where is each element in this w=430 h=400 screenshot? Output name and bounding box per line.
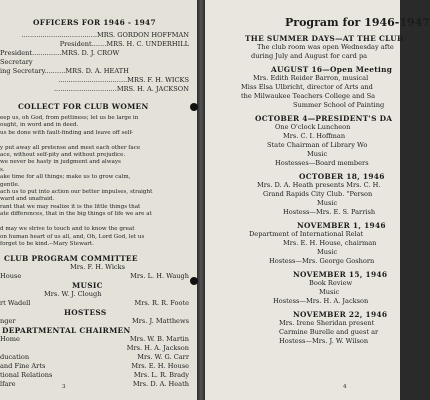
binding-hole bbox=[190, 103, 198, 111]
department-label: Home bbox=[0, 335, 20, 344]
event-line: the Milwaukee Teachers College and Sa bbox=[241, 92, 376, 100]
event-line: Mrs. Edith Reider Barron, musical bbox=[253, 74, 369, 82]
committee-chair: Mrs. F. H. Wicks bbox=[70, 263, 126, 272]
collect-line: forget to be kind.--Mary Stewart. bbox=[0, 240, 94, 247]
department-row bbox=[0, 380, 189, 389]
collect-line: ought, in word and in deed. bbox=[0, 122, 79, 129]
music-label: rt Wadell bbox=[0, 299, 31, 308]
event-line: Mrs. E. H. House, chairman bbox=[283, 239, 377, 247]
music-row bbox=[0, 299, 189, 308]
department-row bbox=[0, 362, 189, 371]
summer-line: during July and August for card pa bbox=[251, 52, 368, 60]
event-date: AUGUST 16—Open Meeting bbox=[271, 65, 393, 74]
department-label: lfare bbox=[0, 380, 16, 389]
officer-line: President.......MRS. H. C. UNDERHILL bbox=[59, 40, 189, 48]
officer-line: Secretary bbox=[0, 58, 33, 66]
collect-line: we never be hasty in judgment and always bbox=[0, 159, 121, 166]
event-line: Music bbox=[307, 150, 328, 158]
event-line: Music bbox=[317, 248, 338, 256]
committee-heading: CLUB PROGRAM COMMITTEE bbox=[4, 254, 138, 264]
collect-line: gentle. bbox=[0, 181, 20, 188]
collect-line: eep us, oh God, from pettiness; let us be large in bbox=[0, 115, 139, 121]
officer-line: President..............MRS. D. J. CROW bbox=[0, 49, 120, 57]
music-name: Mrs. R. R. Foote bbox=[134, 299, 189, 308]
department-row bbox=[0, 371, 189, 380]
department-name: Mrs. W. G. Carr bbox=[137, 353, 189, 362]
committee-house-row bbox=[0, 272, 189, 281]
book-gutter bbox=[197, 0, 205, 400]
department-label: tional Relations bbox=[0, 371, 53, 380]
event-line: One O'clock Luncheon bbox=[275, 123, 351, 131]
hostess-heading: HOSTESS bbox=[64, 308, 107, 318]
collect-line: ward and unafraid. bbox=[0, 196, 55, 203]
departmental-heading: DEPARTMENTAL CHAIRMEN bbox=[2, 326, 131, 336]
officer-line: .................................MRS. F. H. WICKS bbox=[58, 76, 189, 84]
collect-line: s. bbox=[0, 166, 5, 173]
event-date: NOVEMBER 1, 1946 bbox=[297, 221, 386, 230]
collect-text bbox=[0, 115, 189, 248]
department-row bbox=[0, 335, 189, 344]
department-name: Mrs. W. B. Martin bbox=[129, 335, 189, 344]
event-date: OCTOBER 4—PRESIDENT'S DA bbox=[255, 114, 393, 123]
collect-line: ach us to put into action our better impulses, straight bbox=[0, 189, 153, 196]
collect-line: on human heart of us all, and, Oh, Lord God, let us bbox=[0, 233, 145, 240]
department-label: and Fine Arts bbox=[0, 362, 46, 371]
event-line: Music bbox=[319, 288, 340, 296]
left-page bbox=[0, 0, 197, 400]
event-line: Hostess—Mrs. E. S. Parrish bbox=[283, 208, 376, 216]
collect-line bbox=[0, 219, 189, 226]
department-name: Mrs. L. R. Brady bbox=[133, 371, 189, 380]
program-title: Program for 1946-1947 bbox=[285, 16, 430, 29]
collect-heading: COLLECT FOR CLUB WOMEN bbox=[18, 102, 149, 111]
event-line: Mrs. D. A. Heath presents Mrs. C. H. bbox=[257, 181, 381, 189]
event-date: OCTOBER 18, 1946 bbox=[299, 172, 385, 181]
event-line: Department of International Relat bbox=[249, 230, 364, 238]
hostess-row bbox=[0, 317, 189, 326]
committee-house-name: Mrs. L. H. Waugh bbox=[130, 272, 189, 281]
department-row bbox=[0, 353, 189, 362]
page-number: 3 bbox=[62, 384, 66, 390]
officer-line: ..............................MRS. H. A. JACKSON bbox=[53, 85, 189, 93]
event-line: Hostess—Mrs. J. W. Wilson bbox=[279, 337, 369, 345]
page-number: 4 bbox=[343, 384, 347, 390]
right-page bbox=[205, 0, 430, 400]
music-heading: MUSIC bbox=[72, 281, 103, 291]
summer-heading: THE SUMMER DAYS—AT THE CLUB bbox=[245, 34, 404, 43]
collect-line: d may we strive to touch and to know the great bbox=[0, 226, 135, 233]
event-date: NOVEMBER 22, 1946 bbox=[293, 310, 388, 319]
event-line: Hostess—Mrs. H. A. Jackson bbox=[273, 297, 369, 305]
department-name: Mrs. D. A. Heath bbox=[132, 380, 189, 389]
event-line: Carmine Burelle and guest ar bbox=[279, 328, 379, 336]
officers-heading: OFFICERS FOR 1946 - 1947 bbox=[33, 18, 156, 27]
event-line: Mrs. Irene Sheridan present bbox=[279, 319, 375, 327]
collect-line bbox=[0, 137, 189, 144]
collect-line: ate differences, that in the big things of life we are at bbox=[0, 211, 152, 218]
hostess-name: Mrs. J. Matthews bbox=[132, 317, 189, 326]
summer-line: The club room was open Wednesday afte bbox=[257, 43, 394, 51]
officer-line: ing Secretary..........MRS. D. A. HEATH bbox=[0, 67, 129, 75]
collect-line: rant that we may realize it is the little things that bbox=[0, 203, 141, 210]
event-line: Miss Elsa Ulbricht, director of Arts and bbox=[241, 83, 373, 91]
event-line: Grand Rapids City Club. "Person bbox=[263, 190, 373, 198]
event-date: NOVEMBER 15, 1946 bbox=[293, 270, 388, 279]
event-line: Hostess—Mrs. George Goshorn bbox=[269, 257, 375, 265]
event-line: Book Review bbox=[309, 279, 353, 287]
collect-line: us be done with fault-finding and leave off self- bbox=[0, 129, 134, 136]
event-line: Hostesses—Board members bbox=[275, 159, 369, 167]
event-line: State Chairman of Library Wo bbox=[267, 141, 368, 149]
event-line: Music bbox=[317, 199, 338, 207]
binding-hole bbox=[190, 277, 198, 285]
department-row bbox=[0, 344, 189, 353]
event-line: Summer School of Painting bbox=[293, 101, 385, 109]
hostess-label: nger bbox=[0, 317, 16, 326]
department-name: Mrs. E. H. House bbox=[131, 362, 189, 371]
event-line: Mrs. C. I. Hoffman bbox=[283, 132, 346, 140]
officer-line: ....................................MRS. GORDON HOFFMAN bbox=[21, 31, 189, 39]
department-label: ducation bbox=[0, 353, 30, 362]
department-name: Mrs. H. A. Jackson bbox=[126, 344, 189, 353]
committee-house-label: House bbox=[0, 272, 22, 281]
music-line: Mrs. W. J. Clough bbox=[44, 290, 102, 299]
collect-line: ace, without self-pity and without prejudice. bbox=[0, 152, 126, 159]
collect-line: ake time for all things; make us to grow calm, bbox=[0, 174, 131, 181]
collect-line: y put away all pretense and meet each other face bbox=[0, 144, 141, 151]
